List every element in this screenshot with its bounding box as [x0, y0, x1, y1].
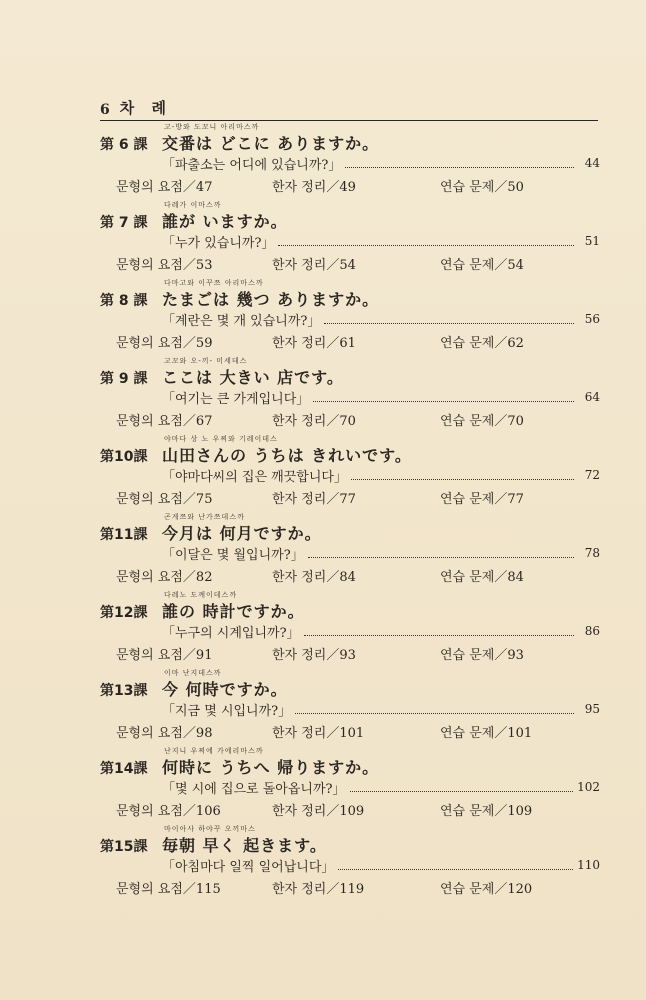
- lesson-title-jp: 誰の 時計ですか。: [162, 602, 305, 621]
- lesson-subsections: [100, 408, 600, 430]
- lesson-title-kr: 「파출소는 어디에 있습니까?」: [162, 157, 342, 173]
- subsection-exercise: 연습 문제／62: [440, 336, 524, 351]
- lesson-subsections: [100, 252, 600, 274]
- lesson-title-kr: 「몇 시에 집으로 돌아옵니까?」: [162, 781, 346, 797]
- toc-entry: [100, 824, 600, 898]
- subsection-pattern: 문형의 요점／67: [116, 414, 213, 429]
- subsection-kanji: 한자 정리／54: [272, 258, 356, 273]
- subsection-kanji: 한자 정리／49: [272, 180, 356, 195]
- subsection-pattern: 문형의 요점／59: [116, 336, 213, 351]
- lesson-ruby: 다마고와 이꾸쯔 아리마스까: [164, 279, 264, 287]
- leader-dots: [338, 861, 573, 870]
- toc-entry: [100, 122, 600, 196]
- subsection-kanji: 한자 정리／77: [272, 492, 356, 507]
- page-number: 6: [100, 102, 110, 118]
- lesson-number: 第14課: [100, 761, 148, 777]
- lesson-subsections: [100, 174, 600, 196]
- subsection-exercise: 연습 문제／109: [440, 804, 533, 819]
- subsection-kanji: 한자 정리／61: [272, 336, 356, 351]
- toc-entry: [100, 356, 600, 430]
- leader-dots: [313, 393, 574, 402]
- leader-dots: [278, 237, 574, 246]
- lesson-title-jp: 何時に うちへ 帰りますか。: [162, 758, 380, 777]
- lesson-subsections: [100, 798, 600, 820]
- lesson-ruby: 고꼬와 오-끼- 미세데스: [164, 357, 248, 365]
- lesson-title-jp: 毎朝 早く 起きます。: [162, 836, 327, 855]
- subsection-exercise: 연습 문제／93: [440, 648, 524, 663]
- toc-entry: [100, 278, 600, 352]
- lesson-title-kr: 「계란은 몇 개 있습니까?」: [162, 313, 321, 329]
- lesson-title-kr: 「누구의 시계입니까?」: [162, 625, 300, 641]
- lesson-title-kr: 「지금 몇 시입니까?」: [162, 703, 292, 719]
- subsection-kanji: 한자 정리／70: [272, 414, 356, 429]
- toc-entry: [100, 434, 600, 508]
- lesson-title-kr-row: [162, 464, 600, 486]
- lesson-subsections: [100, 564, 600, 586]
- lesson-subsections: [100, 486, 600, 508]
- subsection-exercise: 연습 문제／84: [440, 570, 524, 585]
- lesson-page: 78: [584, 546, 600, 560]
- lesson-title-kr-row: [162, 386, 600, 408]
- lesson-number: 第 8 課: [100, 293, 148, 309]
- leader-dots: [324, 315, 574, 324]
- leader-dots: [304, 627, 574, 636]
- subsection-exercise: 연습 문제／50: [440, 180, 524, 195]
- toc-entry: [100, 746, 600, 820]
- leader-dots: [345, 159, 574, 168]
- subsection-pattern: 문형의 요점／82: [116, 570, 213, 585]
- lesson-ruby: 난지니 우찌에 가에리마스까: [164, 747, 264, 755]
- page-header: [100, 96, 598, 121]
- lesson-title-kr: 「여기는 큰 가게입니다」: [162, 391, 310, 407]
- lesson-title-kr-row: [162, 230, 600, 252]
- lesson-subsections: [100, 642, 600, 664]
- lesson-title-jp: 山田さんの うちは きれいです。: [162, 446, 412, 465]
- subsection-kanji: 한자 정리／84: [272, 570, 356, 585]
- lesson-page: 72: [584, 468, 600, 482]
- subsection-pattern: 문형의 요점／53: [116, 258, 213, 273]
- subsection-kanji: 한자 정리／93: [272, 648, 356, 663]
- lesson-title-kr-row: [162, 308, 600, 330]
- lesson-ruby: 곤게쯔와 난가쯔데스까: [164, 513, 245, 521]
- lesson-subsections: [100, 876, 600, 898]
- lesson-number: 第 9 課: [100, 371, 148, 387]
- lesson-ruby: 고-방와 도꼬니 아리마스까: [164, 123, 260, 131]
- lesson-ruby: 이마 난지데스까: [164, 669, 222, 677]
- subsection-pattern: 문형의 요점／106: [116, 804, 221, 819]
- lesson-page: 102: [577, 780, 600, 794]
- lesson-title-kr: 「이달은 몇 월입니까?」: [162, 547, 304, 563]
- subsection-pattern: 문형의 요점／75: [116, 492, 213, 507]
- lesson-number: 第13課: [100, 683, 148, 699]
- lesson-title-jp: 今月は 何月ですか。: [162, 524, 322, 543]
- lesson-title-kr: 「야마다씨의 집은 깨끗합니다」: [162, 469, 347, 485]
- lesson-page: 56: [584, 312, 600, 326]
- lesson-title-kr-row: [162, 620, 600, 642]
- page-title: 차 례: [119, 99, 172, 117]
- lesson-page: 95: [584, 702, 600, 716]
- lesson-number: 第10課: [100, 449, 148, 465]
- lesson-subsections: [100, 330, 600, 352]
- lesson-number: 第12課: [100, 605, 148, 621]
- lesson-ruby: 다레노 도께이데스까: [164, 591, 238, 599]
- lesson-ruby: 다레가 이마스까: [164, 201, 222, 209]
- subsection-pattern: 문형의 요점／47: [116, 180, 213, 195]
- lesson-title-jp: たまごは 幾つ ありますか。: [162, 290, 380, 309]
- subsection-kanji: 한자 정리／109: [272, 804, 365, 819]
- lesson-number: 第 7 課: [100, 215, 148, 231]
- lesson-ruby: 야마다 상 노 우찌와 기레이데스: [164, 435, 278, 443]
- subsection-pattern: 문형의 요점／98: [116, 726, 213, 741]
- subsection-pattern: 문형의 요점／91: [116, 648, 213, 663]
- subsection-kanji: 한자 정리／101: [272, 726, 365, 741]
- lesson-title-kr: 「누가 있습니까?」: [162, 235, 275, 251]
- lesson-title-jp: ここは 大きい 店です。: [162, 368, 344, 387]
- subsection-exercise: 연습 문제／77: [440, 492, 524, 507]
- subsection-pattern: 문형의 요점／115: [116, 882, 221, 897]
- lesson-page: 44: [584, 156, 600, 170]
- lesson-ruby: 마이아사 하야꾸 오끼마스: [164, 825, 256, 833]
- lesson-title-kr-row: [162, 776, 600, 798]
- subsection-kanji: 한자 정리／119: [272, 882, 365, 897]
- lesson-title-kr: 「아침마다 일찍 일어납니다」: [162, 859, 335, 875]
- subsection-exercise: 연습 문제／54: [440, 258, 524, 273]
- lesson-title-jp: 今 何時ですか。: [162, 680, 288, 699]
- lesson-number: 第11課: [100, 527, 148, 543]
- toc-entry: [100, 200, 600, 274]
- lesson-number: 第15課: [100, 839, 148, 855]
- subsection-exercise: 연습 문제／101: [440, 726, 533, 741]
- lesson-page: 51: [584, 234, 600, 248]
- lesson-title-kr-row: [162, 152, 600, 174]
- lesson-title-kr-row: [162, 542, 600, 564]
- leader-dots: [295, 705, 574, 714]
- lesson-title-jp: 誰が いますか。: [162, 212, 288, 231]
- leader-dots: [308, 549, 574, 558]
- lesson-subsections: [100, 720, 600, 742]
- lesson-page: 86: [584, 624, 600, 638]
- leader-dots: [350, 783, 574, 792]
- subsection-exercise: 연습 문제／120: [440, 882, 533, 897]
- lesson-title-kr-row: [162, 698, 600, 720]
- lesson-page: 110: [577, 858, 600, 872]
- lesson-number: 第 6 課: [100, 137, 148, 153]
- lesson-page: 64: [584, 390, 600, 404]
- subsection-exercise: 연습 문제／70: [440, 414, 524, 429]
- leader-dots: [351, 471, 574, 480]
- toc-entry: [100, 668, 600, 742]
- lesson-title-jp: 交番は どこに ありますか。: [162, 134, 380, 153]
- toc-entry: [100, 590, 600, 664]
- toc-entry: [100, 512, 600, 586]
- lesson-title-kr-row: [162, 854, 600, 876]
